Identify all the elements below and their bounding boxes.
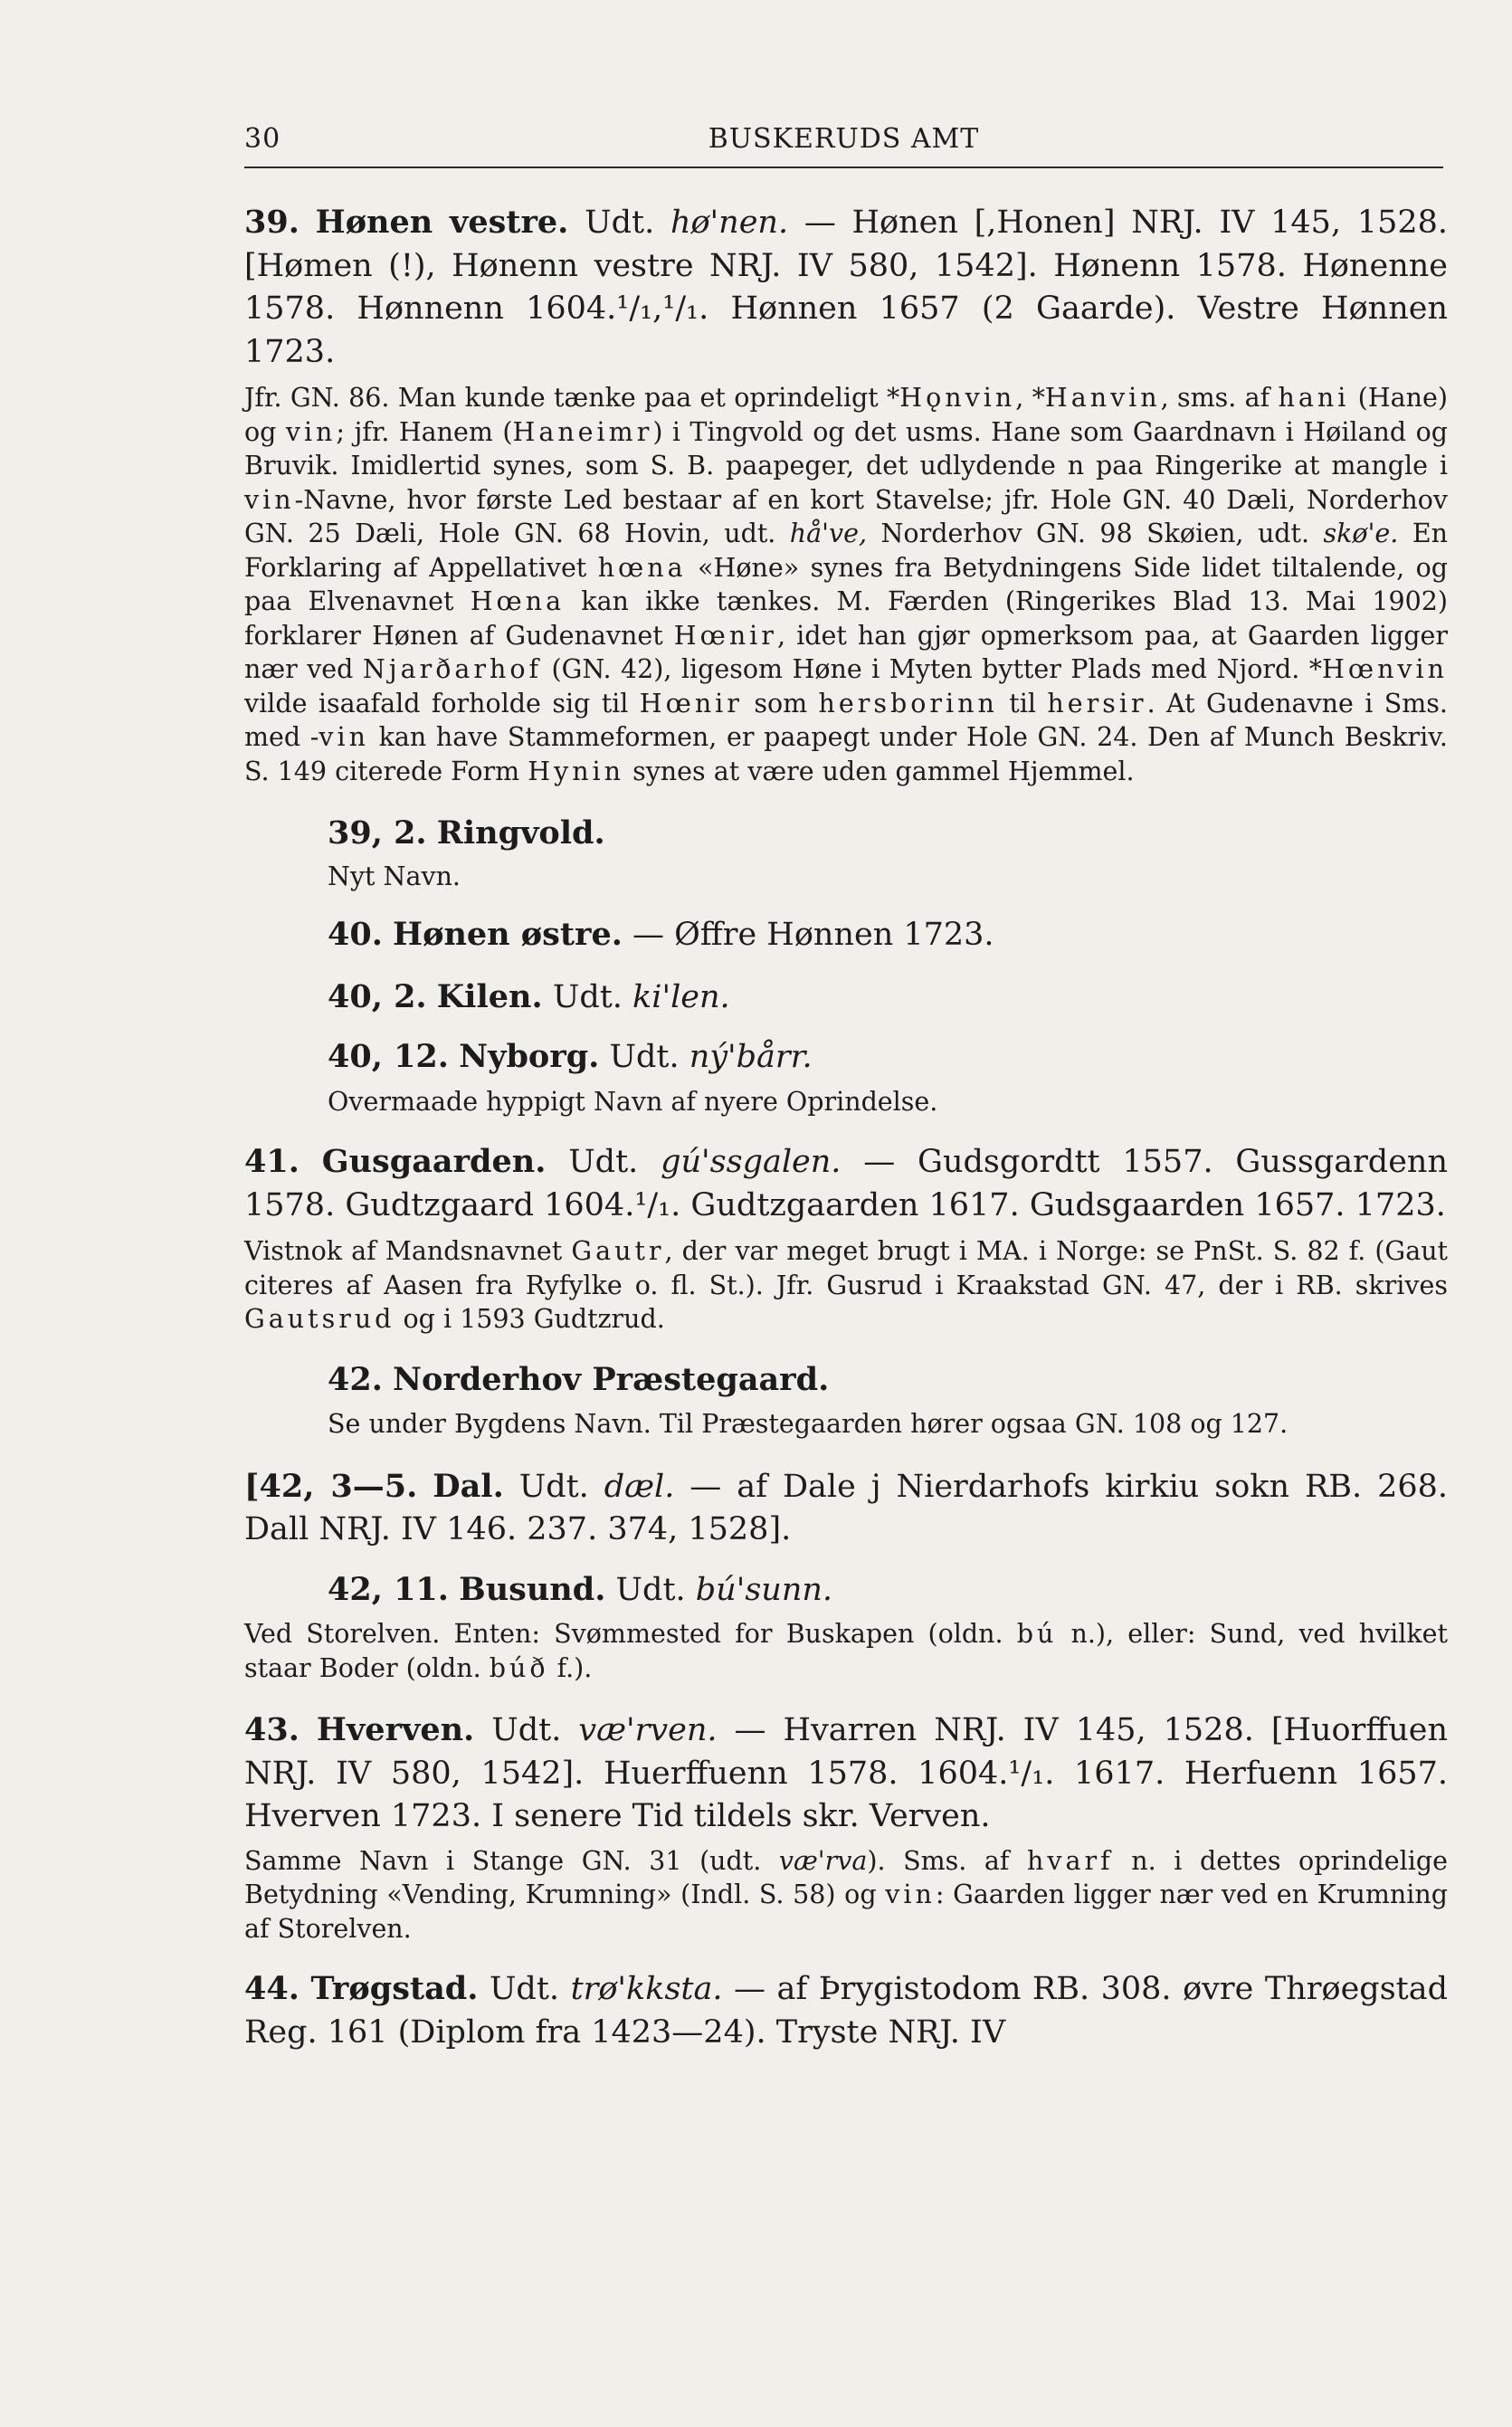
text-run: Njarðarhof	[362, 654, 543, 684]
text-run: vin	[244, 484, 295, 515]
text-run: Udt.	[568, 1144, 661, 1180]
text-run: hani	[1278, 383, 1350, 413]
entry-heading	[244, 1358, 1448, 1403]
text-run: væ'rva	[778, 1845, 868, 1876]
text-run: — af Þrygistodom RB. 308. øvre Thrøegstad Reg. 161 (Diplom fra 1423—24). Tryste NRJ. IV	[244, 1971, 1448, 2051]
entry-name: Hønen østre.	[393, 916, 623, 953]
text-run: Udt.	[585, 205, 670, 241]
entry-number: 43.	[244, 1711, 300, 1748]
entry-name: Kilen.	[436, 977, 543, 1015]
text-run: f.).	[548, 1652, 593, 1683]
text-run: Nyt Navn.	[328, 861, 461, 891]
text-run: kan have Stammeformen, er paapegt under Hole GN. 24. Den af Munch Beskriv. S. 149 citerede Form	[244, 722, 1448, 786]
text-run: bú'sunn.	[695, 1571, 833, 1608]
entry-name: Hverven.	[316, 1711, 475, 1748]
entry-note	[244, 1234, 1448, 1337]
text-run: Udt.	[489, 1971, 571, 2007]
page-header	[244, 118, 1443, 168]
entry-number: 39.	[244, 204, 300, 241]
entry-name: Norderhov Præstegaard.	[393, 1360, 830, 1398]
text-run: En Forklaring af Appellativet	[244, 519, 1448, 583]
text-run: hœna	[597, 552, 687, 583]
text-run: : Gaarden ligger nær ved en Krumning af Storelven.	[244, 1880, 1448, 1944]
text-run: hø'nen.	[670, 205, 789, 241]
text-run: hersir	[1047, 688, 1147, 719]
entry-name: Busund.	[459, 1570, 606, 1608]
entry-name: Trøgstad.	[310, 1970, 479, 2007]
text-run: , *	[1015, 383, 1045, 413]
text-run: væ'rven.	[578, 1712, 718, 1748]
entry-note	[244, 1407, 1448, 1442]
entry	[244, 976, 1448, 1020]
text-run: vin	[885, 1880, 936, 1909]
page-number: 30	[244, 123, 281, 155]
text-run: Hynin	[528, 756, 625, 786]
entry-note	[244, 1844, 1448, 1946]
entries	[244, 201, 1448, 2054]
entry-name: Hønen vestre.	[315, 204, 569, 241]
text-run: n.), eller: Sund, ved hvilket staar Boder (oldn.	[244, 1619, 1448, 1683]
text-run: Gautsrud	[244, 1304, 395, 1334]
text-run: ný'bårr.	[689, 1039, 813, 1075]
text-run: ki'len.	[632, 978, 730, 1015]
text-run: Ved Storelven. Enten: Svømmested for Buskapen (oldn.	[244, 1619, 1017, 1649]
entry-note	[244, 1085, 1448, 1119]
text-run: , sms. af	[1160, 383, 1279, 413]
entry-number: 40, 12.	[328, 1038, 449, 1075]
entry	[244, 1035, 1448, 1118]
text-run: Hœna	[470, 586, 566, 616]
entry	[244, 913, 1448, 957]
text-run: Hœnvin	[1322, 654, 1448, 684]
text-run: — Hvarren NRJ. IV 145, 1528. [Huorffuen NRJ. IV 580, 1542]. Huerffuenn 1578. 1604.¹/₁. 1617. Herfuenn 1657. Hverven 1723. I senere Tid tildels skr. Verven.	[244, 1712, 1449, 1834]
entry-note	[244, 860, 1448, 894]
text-run: «Høne» synes fra Betydningens Side lidet tiltalende, og paa Elvenavnet	[244, 552, 1449, 616]
text-run: til	[997, 688, 1048, 719]
entry-name: Nyborg.	[459, 1038, 600, 1075]
entry-number: 40, 2.	[328, 977, 427, 1015]
text-run: Jfr. GN. 86. Man kunde tænke paa et oprindeligt *	[244, 383, 900, 413]
text-run: dæl.	[604, 1468, 675, 1505]
running-title: BUSKERUDS AMT	[708, 123, 980, 155]
entry-heading	[244, 1568, 1448, 1613]
text-run: Hǫnvin	[899, 383, 1016, 413]
text-run: Hœnir	[639, 688, 743, 719]
text-run: vin	[319, 722, 369, 752]
entry	[244, 812, 1448, 893]
entry-number: 42, 11.	[328, 1570, 449, 1608]
text-run: ; jfr. Hanem (	[336, 416, 513, 447]
entry	[244, 1967, 1448, 2054]
entry-name: Dal.	[433, 1467, 504, 1505]
entry-heading	[244, 1035, 1448, 1080]
text-run: n. i dettes oprindelige Betydning «Vending, Krumning» (Indl. S. 58) og	[244, 1845, 1448, 1909]
text-run: Udt.	[491, 1712, 579, 1748]
text-run: hå've,	[789, 519, 868, 548]
text-run: kan ikke tænkes. M. Færden (Ringerikes Blad 13. Mai 1902) forklarer Hønen af Gudenavnet	[244, 586, 1449, 651]
text-run: trø'kksta.	[570, 1971, 723, 2007]
text-run: — Hønen [,Honen] NRJ. IV 145, 1528. [Hømen (!), Hønenn vestre NRJ. IV 580, 1542]. Hønenn 1578. Hønenne 1578. Hønnenn 1604.¹/₁,¹/₁. Hønnen 1657 (2 Gaarde). Vestre Hønnen 1723.	[244, 205, 1448, 370]
text-run: Hanvin	[1044, 383, 1161, 413]
text-run: , idet han gjør opmerksom paa, at Gaarden ligger nær ved	[244, 620, 1448, 684]
entry	[244, 1568, 1448, 1686]
text-run: — Gudsgordtt 1557. Gussgardenn 1578. Gudtzgaard 1604.¹/₁. Gudtzgaarden 1617. Gudsgaarden 1657. 1723.	[244, 1144, 1448, 1223]
text-run: bú	[1016, 1619, 1058, 1649]
text-run: Gautr	[571, 1236, 665, 1266]
text-run: -Navne, hvor første Led bestaar af en kort Stavelse; jfr. Hole GN. 40 Dæli, Norderhov GN. 25 Dæli, Hole GN. 68 Hovin, udt.	[244, 484, 1448, 548]
entry-number: 44.	[244, 1970, 300, 2007]
text-run: hersborinn	[818, 688, 998, 719]
entry-heading	[244, 1465, 1448, 1552]
text-run: ). Sms. af	[867, 1845, 1028, 1876]
entry-number: 39, 2.	[328, 814, 427, 852]
text-run: vin	[285, 416, 337, 447]
text-run: búð	[489, 1652, 549, 1683]
entry-heading	[244, 1967, 1448, 2054]
text-run: vilde isaafald forholde sig til	[244, 688, 640, 719]
text-run: Hœnir	[673, 620, 777, 651]
text-run: og i 1593 Gudtzrud.	[395, 1304, 665, 1334]
entry-name: Gusgaarden.	[321, 1143, 547, 1180]
entry	[244, 1140, 1448, 1337]
text-run: Udt.	[615, 1571, 696, 1608]
text-run: Haneimr	[512, 416, 653, 447]
text-run: , der var meget brugt i MA. i Norge: se PnSt. S. 82 f. (Gaut citeres af Aasen fra Ryfylke o. fl. St.). Jfr. Gusrud i Kraakstad GN. 47, der i RB. skrives	[244, 1236, 1449, 1300]
text-run: Norderhov GN. 98 Skøien, udt.	[867, 519, 1324, 548]
entry	[244, 1358, 1448, 1442]
entry-number: 42.	[328, 1360, 383, 1398]
text-run: Samme Navn i Stange GN. 31 (udt.	[244, 1845, 779, 1876]
text-run: . At Gudenavne i Sms. med -	[244, 688, 1448, 752]
text-run: (Hane) og	[244, 383, 1448, 447]
text-run: hvarf	[1027, 1845, 1114, 1876]
entry	[244, 201, 1448, 788]
text-run: synes at være uden gammel Hjemmel.	[624, 756, 1135, 786]
text-run: Se under Bygdens Navn. Til Præstegaarden hører ogsaa GN. 108 og 127.	[328, 1409, 1289, 1439]
entry-number: 40.	[328, 916, 383, 953]
text-run: Udt.	[518, 1468, 604, 1505]
entry-note	[244, 381, 1448, 788]
text-run: skø'e.	[1323, 519, 1399, 548]
entry-note	[244, 1617, 1448, 1685]
entry-heading	[244, 1140, 1448, 1227]
text-run: — af Dale j Nierdarhofs kirkiu sokn RB. 268. Dall NRJ. IV 146. 237. 374, 1528].	[244, 1468, 1448, 1547]
entry	[244, 1465, 1448, 1552]
entry-name: Ringvold.	[436, 814, 605, 852]
entry-heading	[244, 976, 1448, 1020]
text-run: (GN. 42), ligesom Høne i Myten bytter Plads med Njord. *	[542, 654, 1323, 684]
entry-heading	[244, 201, 1448, 374]
text-run: Udt.	[609, 1039, 689, 1075]
text-run: — Øffre Hønnen 1723.	[622, 917, 994, 953]
entry-number: 41.	[244, 1143, 300, 1180]
text-run: gú'ssgalen.	[661, 1144, 842, 1180]
text-run: Vistnok af Mandsnavnet	[244, 1236, 572, 1266]
entry-heading	[244, 812, 1448, 856]
text-run: Udt.	[552, 978, 633, 1015]
entry	[244, 1708, 1448, 1946]
text-run: som	[742, 688, 819, 719]
text-run: ) i Tingvold og det usms. Hane som Gaardnavn i Høiland og Bruvik. Imidlertid synes, som S. B. paapeger, det udlydende n paa Ringerike at mangle i	[244, 416, 1448, 481]
text-run: Overmaade hyppigt Navn af nyere Oprindelse.	[328, 1086, 938, 1117]
entry-heading	[244, 1708, 1448, 1839]
entry-number: [42, 3—5.	[244, 1467, 418, 1505]
entry-heading	[244, 913, 1448, 957]
